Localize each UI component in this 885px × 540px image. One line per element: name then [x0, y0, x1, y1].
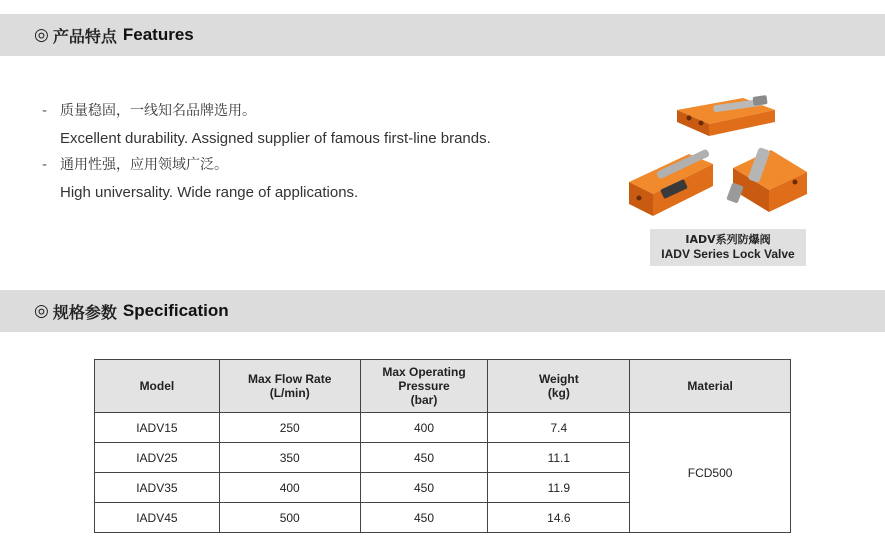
valve-illustration-left: [629, 149, 713, 216]
header-max-flow-rate-text: Max Flow Rate (L/min): [248, 372, 332, 400]
cell-pressure: 400: [360, 413, 488, 443]
feature-item-2-cn: [42, 152, 602, 179]
header-weight: [488, 360, 630, 413]
spec-section-header: [0, 290, 885, 332]
cell-weight: 7.4: [488, 413, 630, 443]
header-material-text: Material: [687, 379, 733, 393]
cell-model: IADV15: [95, 413, 220, 443]
cell-weight: 11.1: [488, 443, 630, 473]
feature-item-1-en: Excellent durability. Assigned supplier of famous first-line brands.: [60, 130, 491, 147]
image-caption-cn: IADV系列防爆阀: [685, 233, 771, 246]
feature-list: [42, 98, 602, 206]
cell-material: FCD500: [630, 413, 791, 533]
cell-pressure: 450: [360, 473, 488, 503]
spec-title-en: Specification: [122, 301, 229, 320]
header-max-flow-rate: [219, 360, 360, 413]
feature-item-2-en: High universality. Wide range of applications.: [60, 184, 359, 201]
features-section-header: [0, 14, 885, 56]
cell-model: IADV35: [95, 473, 220, 503]
valve-image: [625, 88, 815, 228]
header-material: [630, 360, 791, 413]
feature-1-cn-text: 质量稳固，一线知名品牌选用。: [60, 103, 256, 119]
features-title-en: Features: [122, 25, 194, 44]
cell-flow-rate: 400: [219, 473, 360, 503]
cell-pressure: 450: [360, 443, 488, 473]
spec-title-cn: 规格参数: [52, 302, 117, 322]
table-header-row: [95, 360, 791, 413]
cell-weight: 14.6: [488, 503, 630, 533]
cell-flow-rate: 500: [219, 503, 360, 533]
image-caption: [650, 229, 806, 266]
cell-model: IADV45: [95, 503, 220, 533]
table-row: [95, 413, 791, 443]
valve-illustration-top: [677, 95, 775, 136]
cell-flow-rate: 350: [219, 443, 360, 473]
bullet-dash: -: [42, 157, 48, 173]
feature-item-1-cn: [42, 98, 602, 125]
cell-pressure: 450: [360, 503, 488, 533]
cell-weight: 11.9: [488, 473, 630, 503]
image-caption-en: IADV Series Lock Valve: [661, 247, 795, 261]
double-circle-icon: ◎: [34, 25, 49, 45]
double-circle-icon: ◎: [34, 301, 49, 321]
header-weight-text: Weight (kg): [538, 372, 579, 400]
features-title-cn: 产品特点: [52, 26, 117, 46]
header-model-text: Model: [139, 379, 175, 393]
header-max-pressure: [360, 360, 488, 413]
bullet-dash: -: [42, 103, 48, 119]
cell-flow-rate: 250: [219, 413, 360, 443]
cell-model: IADV25: [95, 443, 220, 473]
header-max-pressure-text: Max Operating Pressure (bar): [382, 365, 466, 407]
spec-table: [94, 359, 791, 533]
header-model: [95, 360, 220, 413]
feature-2-cn-text: 通用性强，应用领域广泛。: [60, 157, 228, 173]
valve-illustration-right: [726, 147, 807, 212]
